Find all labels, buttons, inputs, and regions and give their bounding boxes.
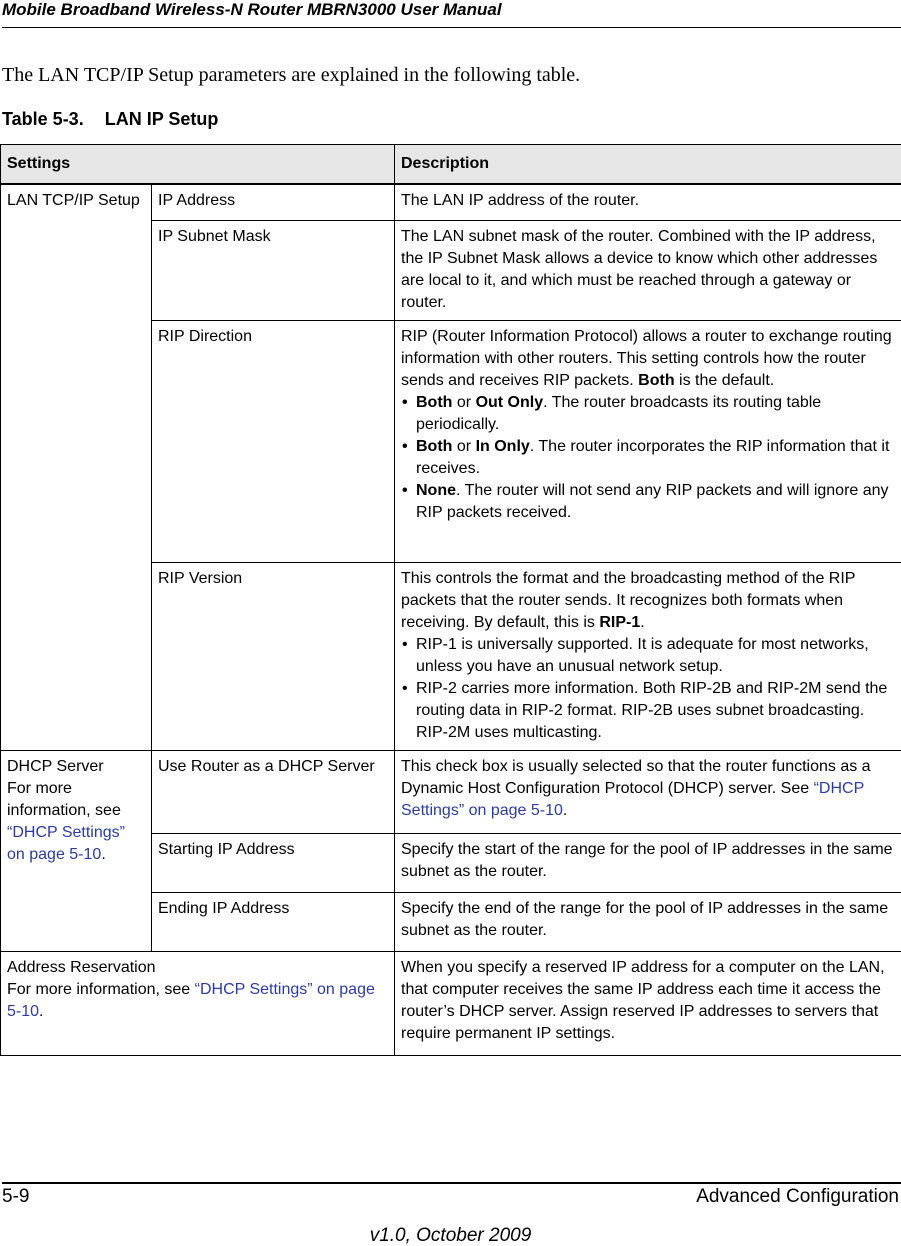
header-divider (2, 27, 901, 28)
table-row (1, 951, 901, 1055)
desc-bold: Both (638, 371, 675, 389)
desc-text: . (562, 801, 568, 819)
setting-description: Specify the start of the range for the pool of IP addresses in the same subnet as the router. (395, 833, 901, 892)
dhcp-settings-link[interactable]: “DHCP Settings” on page 5-10 (7, 823, 125, 863)
desc-text: is the default. (674, 371, 775, 389)
setting-name: RIP Version (152, 562, 395, 750)
table-title: LAN IP Setup (104, 109, 219, 129)
intro-paragraph: The LAN TCP/IP Setup parameters are explained in the following table. (2, 64, 581, 86)
setting-name: Use Router as a DHCP Server (152, 750, 395, 833)
lan-ip-setup-table (0, 144, 901, 1056)
setting-name: Ending IP Address (152, 892, 395, 951)
group-title: DHCP Server (7, 757, 104, 775)
desc-text: This controls the format and the broadcasting method of the RIP packets that the router sends. It recognizes both formats when receiving. By default, this is (401, 569, 856, 631)
setting-name: IP Subnet Mask (152, 220, 395, 320)
option-term: None (416, 481, 456, 499)
group-end: . (101, 845, 106, 863)
option-term: Both (416, 393, 453, 411)
dhcp-settings-link[interactable]: “DHCP Settings” on page 5-10 (7, 980, 375, 1020)
option-text: or (452, 437, 476, 455)
setting-description (395, 320, 901, 562)
list-item: • RIP-1 is universally supported. It is adequate for most networks, unless you have an unusual network setup. (401, 634, 895, 678)
setting-end: . (39, 1002, 44, 1020)
setting-name: IP Address (152, 184, 395, 220)
setting-description: The LAN subnet mask of the router. Combined with the IP address, the IP Subnet Mask allows a device to know which other addresses are local to it, and which must be reached through a gateway or router. (395, 220, 901, 320)
group-dhcp-server (1, 750, 152, 951)
table-caption (2, 108, 218, 130)
header-settings: Settings (1, 145, 395, 185)
option-text: . The router will not send any RIP packets and will ignore any RIP packets received. (416, 481, 889, 521)
dhcp-settings-link[interactable]: “DHCP Settings” on page 5-10 (401, 779, 864, 819)
setting-more: For more information, see (7, 980, 195, 998)
desc-bold: RIP-1 (599, 613, 641, 631)
desc-text: . (640, 613, 645, 631)
option-term: Out Only (475, 393, 544, 411)
list-item (401, 392, 895, 436)
setting-description: Specify the end of the range for the pool of IP addresses in the same subnet as the router. (395, 892, 901, 951)
setting-description: The LAN IP address of the router. (395, 184, 901, 220)
setting-name: RIP Direction (152, 320, 395, 562)
group-more: For more information, see (7, 779, 121, 819)
footer-divider (2, 1182, 901, 1184)
option-text: or (452, 393, 476, 411)
setting-title: Address Reservation (7, 958, 156, 976)
desc-text: This check box is usually selected so that the router functions as a Dynamic Host Configuration Protocol (DHCP) server. See (401, 757, 871, 797)
table-row (1, 750, 901, 833)
document-version: v1.0, October 2009 (369, 1225, 532, 1246)
desc-text: RIP (Router Information Protocol) allows a router to exchange routing information with other routers. This setting controls how the router sends and receives RIP packets. (401, 327, 892, 389)
header-description: Description (395, 145, 901, 185)
manual-title: Mobile Broadband Wireless-N Router MBRN3000 User Manual (2, 0, 502, 19)
option-text: . The router incorporates the RIP information that it receives. (416, 437, 890, 477)
group-lan-tcpip: LAN TCP/IP Setup (1, 184, 152, 750)
table-header-row (1, 145, 901, 185)
rip-direction-options (401, 392, 895, 524)
table-number: Table 5-3. (2, 109, 84, 129)
setting-description: When you specify a reserved IP address for a computer on the LAN, that computer receives the same IP address each time it access the router’s DHCP server. Assign reserved IP addresses to servers that require permanent IP settings. (395, 951, 901, 1055)
list-item (401, 480, 895, 524)
page-number: 5-9 (2, 1186, 30, 1207)
list-item (401, 436, 895, 480)
option-term: Both (416, 437, 453, 455)
list-item: • RIP-2 carries more information. Both RIP-2B and RIP-2M send the routing data in RIP-2 format. RIP-2B uses subnet broadcasting. RIP-2M uses multicasting. (401, 678, 895, 744)
address-reservation-setting (1, 951, 395, 1055)
setting-name: Starting IP Address (152, 833, 395, 892)
chapter-name: Advanced Configuration (696, 1186, 899, 1207)
rip-version-options (401, 634, 895, 744)
table-row (1, 184, 901, 220)
setting-description (395, 750, 901, 833)
setting-description (395, 562, 901, 750)
option-text: . The router broadcasts its routing table periodically. (416, 393, 822, 433)
option-term: In Only (475, 437, 530, 455)
